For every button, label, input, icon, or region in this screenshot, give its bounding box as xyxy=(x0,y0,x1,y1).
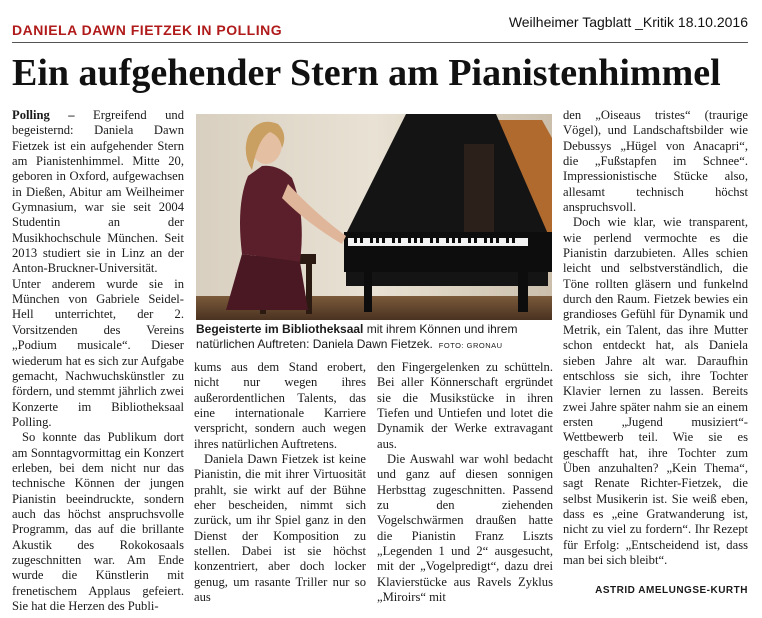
article-photo xyxy=(196,114,552,320)
dateline: Polling – xyxy=(12,108,75,122)
caption-text: mit ihrem Können und ihrem natürlichen Auftreten: Daniela Dawn Fietzek. xyxy=(196,322,518,351)
paragraph: Daniela Dawn Fietzek ist keine Pianistin, die mit ihrer Virtuosität prahlt, sie wirkt auf der Bühne eher bescheiden, nimmt sich zurück, um ihr Spiel ganz in den Dienst der Komposition zu stellen. Dabei ist sie höchst konzentriert, aber doch locker genug, um rasante Triller nur so aus xyxy=(194,452,366,605)
photo-caption xyxy=(196,322,552,353)
paragraph: den „Oiseaus tristes“ (traurige Vögel), und Landschaftsbilder wie Debussys „Hügel von Anacapri“, die „Fußstapfen im Schnee“. Impressionistische Stücke also, allesamt technisch höchst anspruchsvoll. xyxy=(563,108,748,215)
article-author: ASTRID AMELUNGSE-KURTH xyxy=(595,585,748,596)
article-headline: Ein aufgehender Stern am Pianistenhimmel xyxy=(12,52,721,94)
paragraph-text: Ergreifend und begeisternd: Daniela Dawn Fietzek ist ein aufgehender Stern am Pianistenhimmel. Mitte 20, geboren in Oxford, aufgewachsen in Dießen, Abitur am Weilheimer Gymnasium, war sie seit 2004 Studentin an der Musikhochschule München. Seit 2013 studiert sie in Linz an der Anton-Bruckner-Universität. Unter anderem wurde sie in München von Gabriele Seidel-Hell unterrichtet, der 2. Vorsitzenden des Vereins „Podium musicale“. Dieser wiederum hat es sich zur Aufgabe gemacht, Nachwuchskünstler zu fördern, und stemmt jährlich zwei Konzerte im Bibliotheksaal Polling. xyxy=(12,108,185,429)
article-kicker: DANIELA DAWN FIETZEK IN POLLING xyxy=(12,22,283,38)
photo-credit: FOTO: GRONAU xyxy=(438,341,503,350)
text-column-4 xyxy=(563,108,748,568)
paragraph xyxy=(12,108,184,430)
caption-lead: Begeisterte im Bibliotheksaal xyxy=(196,322,364,336)
paragraph: Die Auswahl war wohl bedacht und ganz auf diesen sonnigen Herbsttag zugeschnitten. Passend zu den ziehenden Vogelschwärmen draußen hatte die Pianistin Franz Liszts „Legenden 1 und 2“ ausgesucht, mit der „Vogelpredigt“, dazu drei Klavierstücke aus Ravels Zyklus „Miroirs“ mit xyxy=(377,452,553,605)
paragraph: So konnte das Publikum dort am Sonntagvormittag ein Konzert erleben, bei dem nicht nur das technische Können der jungen Pianistin beeindruckte, sondern auch das höchst anspruchsvolle Programm, das auf die brillante Akustik des Rokokosaals zugeschnitten war. Am Ende wurde die Künstlerin mit frenetischem Applaus gefeiert. Sie hat die Herzen des Publi- xyxy=(12,430,184,613)
text-column-1 xyxy=(12,108,184,614)
paragraph: den Fingergelenken zu schütteln. Bei aller Könnerschaft ergründet sie die Musikstücke in ihren Tiefen und Untiefen und lotet die Dynamik der Werke extravagant aus. xyxy=(377,360,553,451)
text-column-2 xyxy=(194,360,366,606)
paragraph: kums aus dem Stand erobert, nicht nur wegen ihres außerordentlichen Talents, das eine internationale Karriere verspricht, sondern auch wegen ihres natürlichen Auftretens. xyxy=(194,360,366,451)
newspaper-source: Weilheimer Tagblatt _Kritik 18.10.2016 xyxy=(508,14,748,30)
paragraph: Doch wie klar, wie transparent, wie perlend vermochte es die Pianistin darzubieten. Alles schien leicht und selbstverständlich, die Töne rollten gläsern und funkelnd durch den Raum. Fietzek bewies ein grandioses Gefühl für Dynamik und Metrik, ein Talent, das ihre Mutter schon entdeckt hat, als Daniela sieben Jahre alt war. Daraufhin entschloss sie sich, ihre Tochter Klavier lernen zu lassen. Bereits zwei Jahre später nahm sie an einem ersten „Jugend musiziert“-Wettbewerb teil. Wie sie es geschafft hat, ihre Tochter zum Üben anzuhalten? „Kein Thema“, sagt Renate Richter-Fietzek, die selbst Musikerin ist. Sie weiß eben, dass es „eine Gratwanderung ist, nicht zu viel zu fordern“. Ihr Rezept für Erfolg: „Entscheidend ist, dass man bei sich bleibt“. xyxy=(563,215,748,567)
text-column-3 xyxy=(377,360,553,606)
header-rule xyxy=(12,42,748,43)
